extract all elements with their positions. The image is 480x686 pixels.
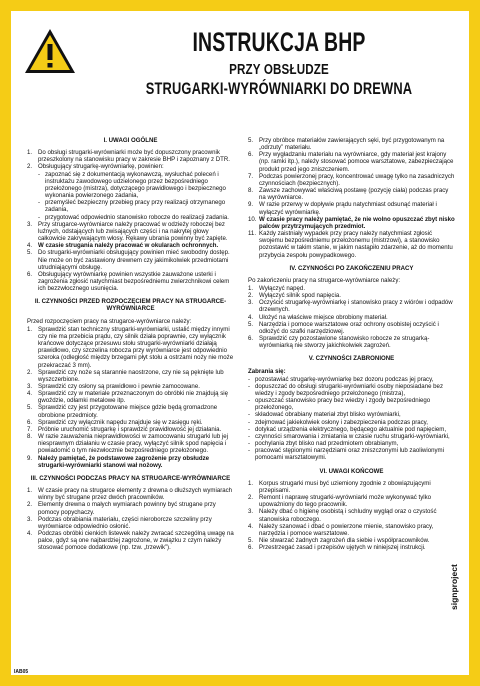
list-item: 7. Podczas powierzonej pracy, koncentrować uwagę tylko na zasadniczych czynnościach (bezpiecznych). bbox=[248, 172, 455, 187]
left-column bbox=[27, 137, 234, 551]
page-subtitle-2: STRUGARKI-WYRÓWNIARKI DO DREWNA bbox=[145, 80, 413, 98]
list-item: 6. Przy wygładzaniu materiału na wyrówniarce, gdy materiał jest krajony (np. ramki itp.), należy stosować pomoce warsztatowe, zabezpieczające produkt przed jego zniszczeniem. bbox=[248, 151, 454, 173]
list-item: 9. W razie przerwy w dopływie prądu natychmiast odsunąć materiał i wyłączyć wyrówniarkę. bbox=[248, 201, 437, 216]
section-title: II. CZYNNOŚCI PRZED ROZPOCZĘCIEM PRACY NA STRUGARCE-WYRÓWNIARCE bbox=[34, 298, 227, 313]
section-list bbox=[248, 137, 455, 259]
warning-triangle-icon bbox=[23, 27, 77, 75]
list-item: 5. Przy obróbce materiałów zawierających sęki, być przygotowanym na „odrzuty” materiału. bbox=[248, 137, 445, 152]
list-item: 4. Należy szanować i dbać o powierzone mienie, stanowisko pracy, narzędzia i pomoce warsztatowe. bbox=[248, 522, 434, 537]
list-subitem: - składować obrabiany materiał zbyt blisko wyrówniarki, bbox=[248, 411, 401, 419]
list-item: 4. W czasie strugania należy pracować w okularach ochronnych. bbox=[27, 242, 219, 250]
list-item: 3. Należy dbać o higienę osobistą i schludny wygląd oraz o czystość stanowiska roboczego. bbox=[248, 508, 437, 523]
list-item: 8. Zawsze zachowywać właściwą postawę (pozycję ciała) podczas pracy na wyrówniarce. bbox=[248, 187, 449, 202]
section-intro: Zabrania się: bbox=[248, 367, 286, 375]
brand-logo: signproject bbox=[449, 564, 459, 610]
list-subitem: - czynności smarowania i zmiatania w czasie ruchu strugarki-wyrówniarki, bbox=[248, 432, 450, 440]
list-item: 11. Każdy zaistniały wypadek przy pracy należy natychmiast zgłosić swojemu bezpośredniemu przełożonemu (mistrzowi), a stanowisko pozostawić w takim stanie, w jakim nastąpiło zdarzenie, aż do momentu przybycia zespołu powypadkowego. bbox=[248, 230, 453, 259]
list-item: 3. Sprawdzić czy osłony są prawidłowo i pewnie zamocowane. bbox=[27, 383, 200, 390]
list-item: 4. Ułożyć na właściwe miejsce obrobiony materiał. bbox=[248, 313, 388, 321]
list-item: 5. Nie stwarzać żadnych zagrożeń dla siebie i współpracowników. bbox=[248, 536, 430, 544]
right-column bbox=[248, 137, 455, 551]
list-item: 4. Podczas obróbki cienkich listewek należy zwracać szczególną uwagę na palce, gdyż są one najbardziej zagrożone, w związku z czym należy stosować pomoce dodatkowe (np. tzw. „trzewik”). bbox=[27, 529, 234, 552]
section-title: V. CZYNNOŚCI ZABRONIONE bbox=[308, 355, 395, 363]
list-item: 4. Sprawdzić czy w materiale przeznaczonym do obróbki nie znajdują się gwoździe, odłamki metalowe itp. bbox=[27, 390, 229, 405]
list-item: 3. Oczyścić strugarkę-wyrówniarkę i stanowisko pracy z wiórów i odpadów drzewnych. bbox=[248, 299, 453, 314]
list-subitem: - pozostawiać strugarkę-wyrówniarkę bez dozoru podczas jej pracy, bbox=[248, 375, 434, 383]
section-list bbox=[27, 326, 234, 469]
list-item: 1. Sprawdzić stan techniczny strugarki-wyrówniarki, ustalić między innymi czy nie ma przebicia prądu, czy silnik działa poprawnie, czy wyłącznik krańcowe dotyczące przesuwu stołu strugarki-wyrówniarki działają prawidłowo, czy szczelina robocza przy wyrówniarce jest odpowiednio szeroka (odległość między brzegami płyt stołu a ostrzami noży nie może przekraczać 3 mm). bbox=[27, 325, 234, 369]
product-code: IAB05 bbox=[14, 669, 29, 675]
list-item: 2. Remont i naprawę strugarki-wyrówniarki może wykonywać tylko upoważniony do tego pracownik. bbox=[248, 494, 432, 509]
section-intro: Przed rozpoczęciem pracy na strugarce-wyrówniarce należy: bbox=[27, 317, 192, 325]
section-title: III. CZYNNOŚCI PODCZAS PRACY NA STRUGARCE-WYRÓWNIARCE bbox=[30, 474, 231, 482]
list-item: 6. Sprawdzić czy pozostawione stanowisko robocze ze strugarką-wyrówniarką nie stworzy jakichkolwiek zagrożeń. bbox=[248, 335, 430, 350]
list-item: 3. Podczas obrabiania materiału, części nieroborcze szczeliny przy wyrówniarce odpowiednio osłonić. bbox=[27, 515, 212, 530]
list-subitem: - dopuszczać do obsługi strugarki-wyrówniarki osoby nieposiadane bez wiedzy i zgody bezpośredniego przełożonego (mistrza), bbox=[248, 382, 443, 397]
list-item: 8. W razie zauważenia nieprawidłowości w zamocowaniu strugarki lub jej niesprawnym działaniu w czasie pracy, wyłączyć silnik spod napięcia i powiadomić o tym niezwłocznie bezpośredniego przełożonego. bbox=[27, 433, 229, 455]
list-item: 5. Do strugarki-wyrówniarki obsługujący powinien mieć swobodny dostęp. Nie może on być zastawiony drewnem czy jakimikolwiek przedmiotami utrudniającymi obsługę. bbox=[27, 249, 230, 271]
section-title: VI. UWAGI KOŃCOWE bbox=[319, 467, 384, 475]
section-list bbox=[27, 149, 234, 292]
list-item: 9. Należy pamiętać, że podstawowe zagrożenie przy obsłudze strugarki-wyrówniarki stanowi wał nożowy. bbox=[27, 454, 210, 469]
list-item: 1. Wyłączyć napęd. bbox=[248, 284, 306, 292]
section-intro: Po zakończeniu pracy na strugarce-wyrówniarce należy: bbox=[248, 276, 401, 284]
section-list bbox=[248, 376, 455, 462]
list-item: 1. Do obsługi strugarki-wyrówniarki może być dopuszczony pracownik przeszkolony na stanowisku pracy w zakresie BHP i zapoznany z DTR. bbox=[27, 149, 230, 164]
list-item: 3. Przy strugarce-wyrówniarce należy pracować w odzieży roboczej bez luźnych, odstających lub zwisających części i na nakrytej głowy całkowicie zakrywającym włosy. Rękawy ubrania powinny być zapięte. bbox=[27, 220, 228, 243]
list-item: 7. Próbnie uruchomić strugarkę i sprawdzić prawidłowość jej działania. bbox=[27, 425, 222, 433]
list-item: 6. Obsługujący wyrówniarkę powinien wszystkie zauważone usterki i zagrożenia zgłosić natychmiast bezpośredniemu zwierzchnikowi celem ich bezzwłocznego usunięcia. bbox=[27, 270, 230, 293]
list-item: 1. Korpus strugarki musi być uziemiony zgodnie z obowiązującymi przepisami. bbox=[248, 479, 431, 494]
list-subitem: - przemyśleć bezpieczny przebieg pracy przy realizacji otrzymanego zadania, bbox=[38, 199, 226, 214]
list-subitem: - zdejmować jakiekolwiek osłony i zabezpieczenia podczas pracy, bbox=[248, 418, 428, 426]
section-list bbox=[248, 285, 455, 349]
list-item: 5. Sprawdzić czy jest przygotowane miejsce gdzie będą gromadzone obrobione przedmioty. bbox=[27, 404, 218, 419]
page-subtitle-1: PRZY OBSŁUDZE bbox=[229, 62, 329, 78]
list-subitem: - dotykać urządzenia elektrycznego, będącego aktualnie pod napięciem, bbox=[248, 425, 447, 433]
page-title: INSTRUKCJA BHP bbox=[192, 27, 366, 57]
section-title: I. UWAGI OGÓLNE bbox=[103, 137, 158, 144]
list-subitem: - pochylania zbyt blisko nad przedmiotem obrabianym, bbox=[248, 440, 399, 448]
list-item: 2. Wyłączyć silnik spod napięcia. bbox=[248, 292, 341, 300]
list-item: 2. Sprawdzić czy noże są starannie naostrzone, czy nie są pęknięte lub wyszczerbione. bbox=[27, 368, 224, 383]
list-item: 2. Obsługujący strugarkę-wyrówniarkę, powinien: bbox=[27, 163, 164, 171]
list-subitem: - opuszczać stanowisko pracy bez wiedzy i zgody bezpośredniego przełożonego, bbox=[248, 397, 431, 412]
list-item: 5. Narzędzia i pomoce warsztatowe oraz ochrony osobistej oczyścić i odłożyć do szafki narzędziowej. bbox=[248, 320, 439, 335]
list-item: 6. Sprawdzić czy wyłącznik napędu znajduje się w zasięgu ręki. bbox=[27, 418, 203, 426]
list-item: 2. Elementy drewna o małych wymiarach powinny być strugane przy pomocy popychaczy. bbox=[27, 501, 216, 516]
section-list bbox=[27, 487, 234, 551]
section-list bbox=[248, 480, 455, 552]
list-item: 10. W czasie pracy należy pamiętać, że nie wolno opuszczać zbyt nisko palców przytrzymujących przedmiot. bbox=[248, 215, 455, 230]
list-subitem: - pracować stępionymi narzędziami oraz zniszczonymi lub zaoliwionymi pomocami warsztatowymi. bbox=[248, 447, 444, 462]
list-item: 6. Przestrzegać zasad i przepisów ujętych w niniejszej instrukcji. bbox=[248, 544, 426, 552]
list-subitem: - przygotować odpowiednio stanowisko robocze do realizacji zadania. bbox=[38, 213, 229, 221]
section-title: IV. CZYNNOŚCI PO ZAKOŃCZENIU PRACY bbox=[289, 264, 414, 272]
list-subitem: - zapoznać się z dokumentacją wykonawczą, wysłuchać poleceń i instruktażu zawodowego udzielonego przez bezpośredniego przełożonego (mistrza), dotyczącego prawidłowego i bezpiecznego wykonania powierzonego zadania, bbox=[38, 170, 226, 200]
list-item: 1. W czasie pracy na strugarce elementy z drewna o dłuższych wymiarach winny być strugane przez dwóch pracowników. bbox=[27, 487, 233, 502]
